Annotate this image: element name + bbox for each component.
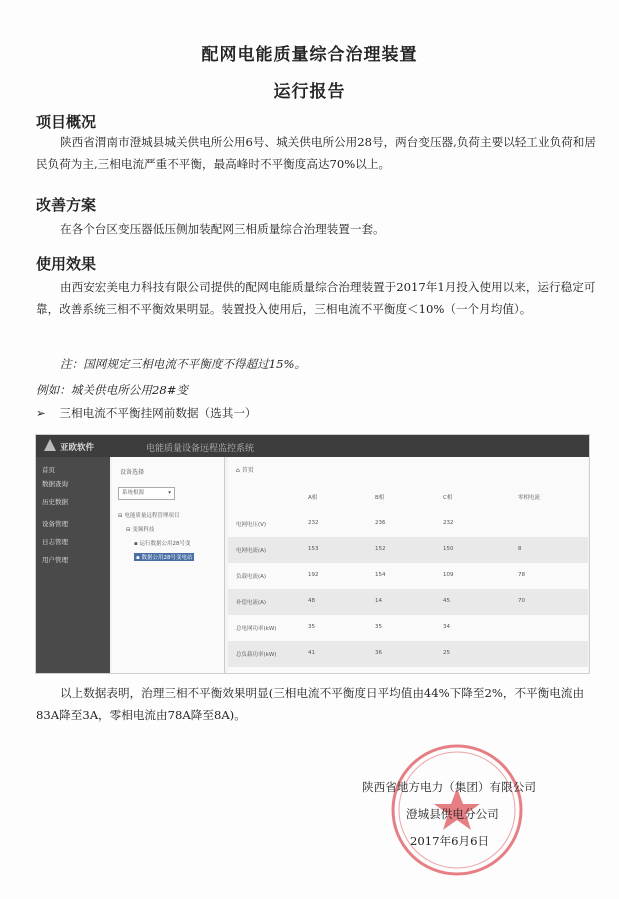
signature-org: 陕西省地方电力（集团）有限公司 xyxy=(362,780,536,794)
software-sidebar xyxy=(36,457,110,673)
cell-value: 35 xyxy=(375,624,382,630)
cell-value: 8 xyxy=(518,546,522,552)
arrow-bullet-icon: ➢ xyxy=(36,406,46,420)
sidebar-item-query[interactable]: 数据查询 xyxy=(42,480,68,488)
tree-item-label: 变频科技 xyxy=(132,527,155,533)
section-text-plan: 在各个台区变压器低压侧加装配网三相质量综合治理装置一套。 xyxy=(60,222,385,236)
cell-value: 153 xyxy=(308,546,319,552)
cell-value: 48 xyxy=(308,598,315,604)
sidebar-item-history[interactable]: 历史数据 xyxy=(42,498,68,506)
signature-date: 2017年6月6日 xyxy=(410,834,490,848)
tree-item-label: 数据公用28号变电站 xyxy=(141,555,193,561)
cell-value: 45 xyxy=(443,598,450,604)
cell-value: 154 xyxy=(375,572,386,578)
grid-header-label: 首页 xyxy=(241,467,254,474)
row-label: 总负载功率(kW) xyxy=(236,652,277,658)
column-header: 零相电流 xyxy=(518,495,541,501)
data-grid-panel xyxy=(228,457,588,673)
cell-value: 34 xyxy=(443,624,450,630)
example-label: 例如：城关供电所公用28#变 xyxy=(36,383,188,397)
software-top-bar xyxy=(36,435,589,457)
sidebar-item-home[interactable]: 首页 xyxy=(42,466,55,474)
tree-select-value: 系统根源 xyxy=(122,490,145,496)
section-text-effect: 由西安宏美电力科技有限公司提供的配网电能质量综合治理装置于2017年1月投入使用以来，运行稳定可靠，改善系统三相不平衡效果明显。装置投入使用后，三相电流不平衡度＜10%（一个月均值）。 xyxy=(36,280,596,316)
device-tree-panel xyxy=(112,457,225,673)
home-icon: ⌂ xyxy=(236,467,240,474)
chevron-down-icon: ▾ xyxy=(168,490,171,496)
tree-item[interactable]: ⊟ 电能质量远程管理项目 xyxy=(118,513,180,519)
row-label: 总电网功率(kW) xyxy=(236,626,277,632)
monitoring-software-screenshot xyxy=(35,434,590,674)
sidebar-item-devices[interactable]: 设备管理 xyxy=(42,520,68,528)
row-label: 电网电流(A) xyxy=(236,548,267,554)
cell-value: 192 xyxy=(308,572,319,578)
cell-value: 78 xyxy=(518,572,525,578)
cell-value: 152 xyxy=(375,546,386,552)
document-title: 配网电能质量综合治理装置 xyxy=(201,45,418,65)
section-text-overview: 陕西省渭南市澄城县城关供电所公用6号、城关供电所公用28号，两台变压器,负荷主要以轻工业负荷和居民负荷为主,三相电流严重不平衡，最高峰时不平衡度高达70%以上。 xyxy=(36,135,596,171)
tree-item[interactable]: ▪ 运行数据公用28号变 xyxy=(134,541,191,547)
cell-value: 70 xyxy=(518,598,525,604)
sidebar-item-users[interactable]: 用户管理 xyxy=(42,556,68,564)
cell-value: 35 xyxy=(308,624,315,630)
section-heading-overview: 项目概况 xyxy=(36,113,97,131)
tree-item-label: 运行数据公用28号变 xyxy=(139,541,191,547)
row-label: 补偿电流(A) xyxy=(236,600,267,606)
grid-header xyxy=(236,465,254,474)
tree-item-label: 电能质量远程管理项目 xyxy=(124,513,180,519)
cell-value: 41 xyxy=(308,650,315,656)
section-heading-plan: 改善方案 xyxy=(36,196,97,214)
cell-value: 236 xyxy=(375,520,386,526)
signature-branch: 澄城县供电分公司 xyxy=(406,807,499,821)
column-header: A相 xyxy=(308,495,318,501)
bullet-line xyxy=(36,405,257,421)
row-label: 负载电流(A) xyxy=(236,574,267,580)
cell-value: 232 xyxy=(443,520,454,526)
system-title: 电能质量设备远程监控系统 xyxy=(146,444,255,454)
tree-item[interactable]: ⊟ 变频科技 xyxy=(126,527,155,533)
cell-value: 36 xyxy=(375,650,382,656)
app-logo-icon xyxy=(44,439,56,451)
row-label: 电网电压(V) xyxy=(236,522,267,528)
cell-value: 150 xyxy=(443,546,454,552)
cell-value: 109 xyxy=(443,572,454,578)
tree-item-selected[interactable]: ▪ 数据公用28号变电站 xyxy=(136,555,193,561)
section-heading-effect: 使用效果 xyxy=(36,255,97,273)
app-name: 亚欧软件 xyxy=(60,443,95,453)
regulation-note: 注：国网规定三相电流不平衡度不得超过15%。 xyxy=(60,357,307,371)
tree-header: 设备选择 xyxy=(120,469,145,476)
conclusion-text: 以上数据表明，治理三相不平衡效果明显(三相电流不平衡度日平均值由44%下降至2%，不平衡电流由83A降至3A，零相电流由78A降至8A)。 xyxy=(36,686,585,722)
bullet-text: 三相电流不平衡挂网前数据（选其一） xyxy=(59,406,257,420)
column-header: C相 xyxy=(443,495,453,501)
document-subtitle: 运行报告 xyxy=(273,82,346,102)
cell-value: 25 xyxy=(443,650,450,656)
sidebar-item-logs[interactable]: 日志管理 xyxy=(42,538,68,546)
cell-value: 14 xyxy=(375,598,382,604)
tree-root-select[interactable] xyxy=(118,487,175,500)
cell-value: 232 xyxy=(308,520,319,526)
column-header: B相 xyxy=(375,495,385,501)
